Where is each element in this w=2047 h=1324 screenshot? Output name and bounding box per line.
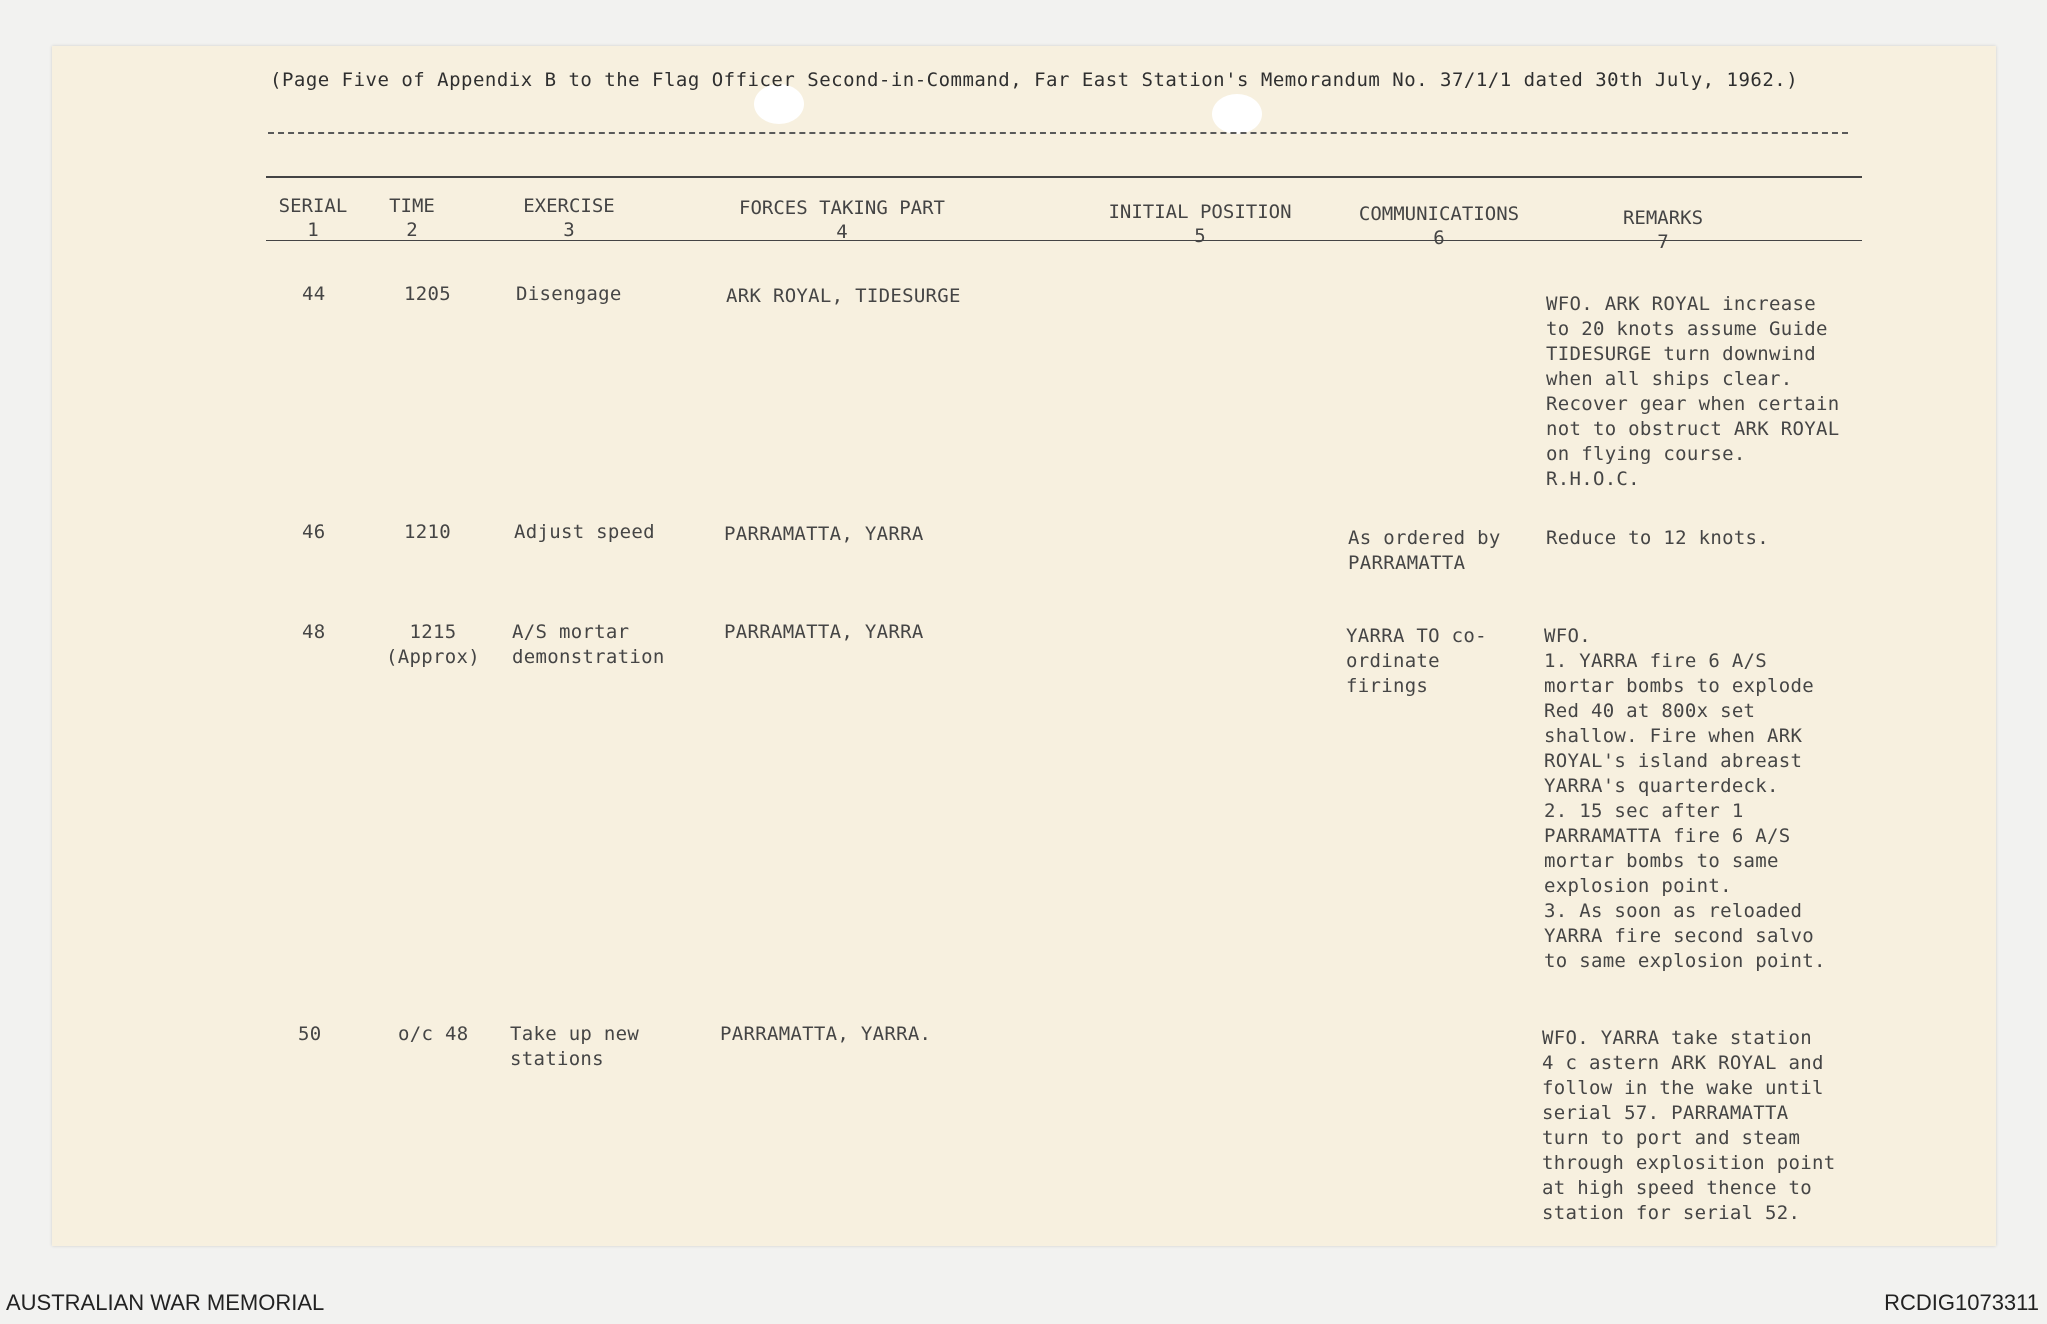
cell-remarks: WFO. ARK ROYAL increase to 20 knots assume Guide TIDESURGE turn downwind when all ships clear. Recover gear when certain not to obstruct ARK ROYAL on flying course. R.H.O.C. (1546, 293, 1840, 490)
archive-id: RCDIG1073311 (1884, 1290, 2039, 1315)
table-top-rule (266, 176, 1862, 178)
cell-time: 1210 (404, 521, 451, 543)
cell-time: 1215 (Approx) (386, 621, 480, 668)
cell-time: 1205 (404, 283, 451, 305)
cell-communications: YARRA TO co- ordinate firings (1346, 625, 1487, 697)
cell-exercise: Disengage (516, 283, 622, 305)
col-header-communications: COMMUNICATIONS 6 (1358, 203, 1520, 249)
cell-forces: PARRAMATTA, YARRA (724, 621, 924, 643)
cell-remarks: WFO. 1. YARRA fire 6 A/S mortar bombs to explode Red 40 at 800x set shallow. Fire when ARK ROYAL's island abreast YARRA's quarterdeck. 2. 15 sec after 1 PARRAMATTA fire 6 A/S mortar bombs to same explosion point. 3. As soon as reloaded YARRA fire second salvo to same explosion point. (1544, 625, 1826, 972)
cell-forces: PARRAMATTA, YARRA. (720, 1023, 932, 1045)
archive-credit: AUSTRALIAN WAR MEMORIAL (6, 1290, 325, 1315)
col-header-remarks: REMARKS 7 (1622, 207, 1704, 253)
table-header-rule (266, 240, 1862, 241)
cell-exercise: A/S mortar demonstration (512, 621, 665, 668)
punch-hole (1212, 94, 1262, 134)
cell-forces: PARRAMATTA, YARRA (724, 523, 924, 545)
col-header-initial-position: INITIAL POSITION 5 (1108, 201, 1292, 247)
cell-serial: 44 (302, 283, 326, 305)
cell-forces: ARK ROYAL, TIDESURGE (726, 285, 961, 307)
cell-exercise: Take up new stations (510, 1023, 640, 1070)
cell-time: o/c 48 (398, 1023, 469, 1045)
cell-exercise: Adjust speed (514, 521, 655, 543)
cell-remarks: WFO. YARRA take station 4 c astern ARK ROYAL and follow in the wake until serial 57. PARRAMATTA turn to port and steam through explosition point at high speed thence to station for serial 52. (1542, 1027, 1836, 1224)
cell-remarks: Reduce to 12 knots. (1546, 527, 1770, 549)
header-divider (268, 132, 1848, 134)
cell-serial: 48 (302, 621, 326, 643)
col-header-time: TIME 2 (389, 195, 435, 241)
col-header-forces: FORCES TAKING PART 4 (739, 197, 945, 243)
col-header-serial: SERIAL 1 (278, 195, 348, 241)
cell-communications: As ordered by PARRAMATTA (1348, 527, 1501, 574)
cell-serial: 46 (302, 521, 326, 543)
cell-serial: 50 (298, 1023, 322, 1045)
col-header-exercise: EXERCISE 3 (523, 195, 615, 241)
page-header: (Page Five of Appendix B to the Flag Officer Second-in-Command, Far East Station's Memorandum No. 37/1/1 dated 30th July, 1962.) (270, 69, 1799, 91)
document-page (52, 46, 1996, 1246)
